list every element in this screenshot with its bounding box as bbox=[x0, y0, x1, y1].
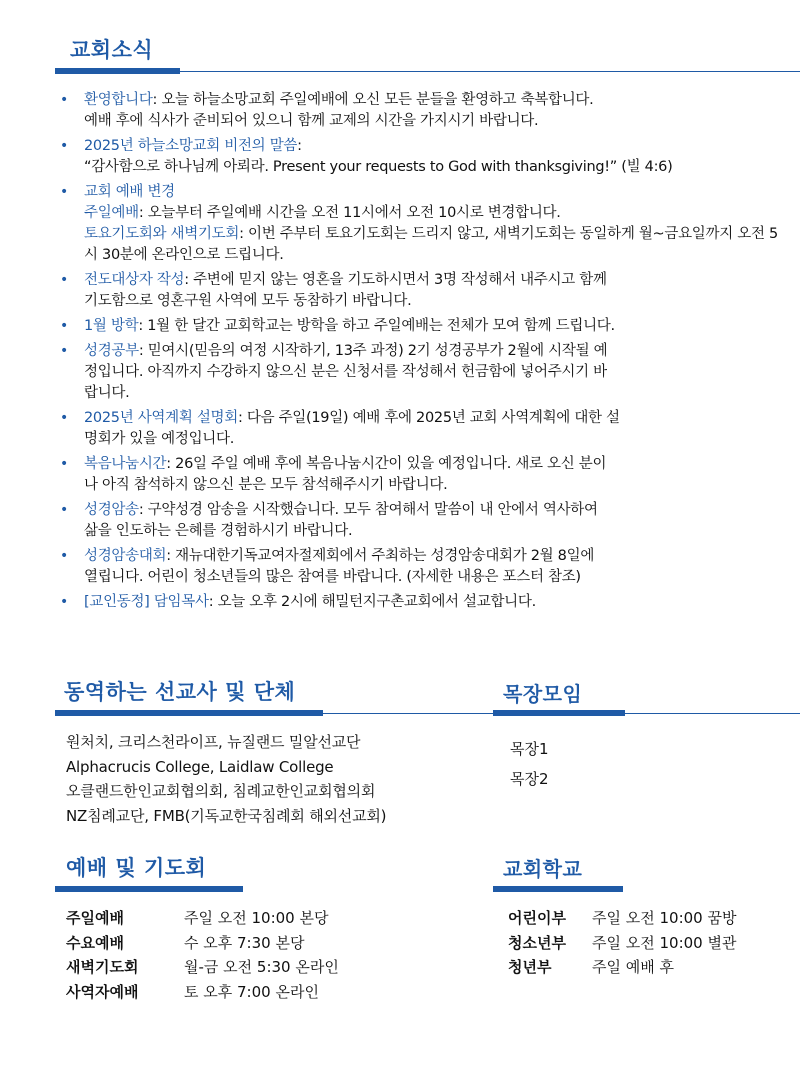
worship-time: 토 오후 7:00 온라인 bbox=[184, 982, 319, 1001]
missions-line: 원처치, 크리스천라이프, 뉴질랜드 밀알선교단 bbox=[66, 733, 361, 751]
news-item bbox=[60, 500, 778, 542]
cell-item: 목장2 bbox=[510, 770, 549, 788]
missions-divider-accent bbox=[55, 710, 323, 716]
worship-name: 사역자예배 bbox=[66, 982, 139, 1001]
news-item-label: 성경암송대회 bbox=[84, 548, 167, 564]
news-subitem-text: : 오늘부터 주일예배 시간을 오전 11시에서 오전 10시로 변경합니다. bbox=[138, 205, 561, 221]
worship-name: 새벽기도회 bbox=[66, 958, 139, 976]
news-item-text: : 다음 주일(19일) 예배 후에 2025년 교회 사역계획에 대한 설 bbox=[237, 410, 620, 426]
bullet-icon: • bbox=[60, 318, 68, 334]
bullet-icon: • bbox=[60, 92, 68, 108]
news-item-text: : 주변에 믿지 않는 영혼을 기도하시면서 3명 작성해서 내주시고 함께 bbox=[184, 272, 607, 288]
news-item bbox=[60, 408, 778, 450]
news-item-text: 명회가 있을 예정입니다. bbox=[84, 431, 234, 447]
news-subitem-label: 주일예배 bbox=[84, 205, 139, 221]
news-item-text: : 구약성경 암송을 시작했습니다. 모두 참여해서 말씀이 내 안에서 역사하여 bbox=[138, 502, 598, 518]
cell-item: 목장1 bbox=[510, 740, 549, 758]
news-item bbox=[60, 546, 778, 588]
worship-section-title: 예배 및 기도회 bbox=[66, 856, 207, 880]
news-item-text: 나 아직 참석하지 않으신 분은 모두 참석해주시기 바랍니다. bbox=[84, 477, 448, 493]
missions-line: 오클랜드한인교회협의회, 침례교한인교회협의회 bbox=[66, 782, 376, 800]
news-item bbox=[60, 592, 778, 613]
news-item bbox=[60, 90, 778, 132]
news-section-title: 교회소식 bbox=[70, 38, 154, 62]
news-item bbox=[60, 341, 778, 404]
worship-row bbox=[66, 980, 339, 1005]
bullet-icon: • bbox=[60, 410, 68, 426]
worship-name: 수요예배 bbox=[66, 933, 124, 952]
worship-time: 주일 오전 10:00 본당 bbox=[184, 909, 329, 927]
missions-list bbox=[66, 730, 386, 828]
worship-name: 주일예배 bbox=[66, 909, 124, 927]
news-divider-accent bbox=[55, 68, 180, 74]
school-name: 청소년부 bbox=[508, 933, 566, 952]
news-item-text: 예배 후에 식사가 준비되어 있으니 함께 교제의 시간을 가지시기 바랍니다. bbox=[84, 113, 539, 129]
news-item bbox=[60, 316, 778, 337]
news-item-label: 교회 예배 변경 bbox=[84, 184, 175, 200]
bullet-icon: • bbox=[60, 343, 68, 359]
news-item-text: : 1월 한 달간 교회학교는 방학을 하고 주일예배는 전체가 모여 함께 드립니다. bbox=[138, 318, 615, 334]
missions-section-title: 동역하는 선교사 및 단체 bbox=[64, 680, 296, 704]
school-name: 어린이부 bbox=[508, 909, 566, 927]
news-list bbox=[60, 90, 778, 617]
news-item-text: : 오늘 오후 2시에 해밀턴지구촌교회에서 설교합니다. bbox=[208, 594, 536, 610]
worship-row bbox=[66, 906, 339, 931]
news-item-label: 성경암송 bbox=[84, 502, 139, 518]
school-schedule bbox=[508, 906, 736, 980]
worship-time: 월-금 오전 5:30 온라인 bbox=[184, 958, 339, 976]
school-row bbox=[508, 955, 736, 980]
news-item-label: 성경공부 bbox=[84, 343, 139, 359]
missions-line: Alphacrucis College, Laidlaw College bbox=[66, 757, 334, 776]
bullet-icon: • bbox=[60, 184, 68, 200]
news-item bbox=[60, 270, 778, 312]
cells-list bbox=[510, 734, 549, 794]
cells-section-title: 목장모임 bbox=[503, 682, 583, 706]
missions-line: NZ침례교단, FMB(기독교한국침례회 해외선교회) bbox=[66, 806, 387, 825]
news-item bbox=[60, 182, 778, 266]
news-item-text: 삶을 인도하는 은혜를 경험하시기 바랍니다. bbox=[84, 523, 353, 539]
news-item-label: [교인동정] 담임목사 bbox=[84, 594, 209, 610]
worship-time: 수 오후 7:30 본당 bbox=[184, 933, 305, 952]
news-item-text: 정입니다. 아직까지 수강하지 않으신 분은 신청서를 작성해서 헌금함에 넣어주시기 바 bbox=[84, 364, 607, 380]
bullet-icon: • bbox=[60, 548, 68, 564]
news-item-text: : 오늘 하늘소망교회 주일예배에 오신 모든 분들을 환영하고 축복합니다. bbox=[152, 92, 594, 108]
worship-schedule bbox=[66, 906, 339, 1004]
school-divider-accent bbox=[493, 886, 623, 892]
news-item-label: 복음나눔시간 bbox=[84, 456, 167, 472]
news-item-text: 기도함으로 영혼구원 사역에 모두 동참하기 바랍니다. bbox=[84, 293, 412, 309]
news-item-label: 전도대상자 작성 bbox=[84, 272, 185, 288]
worship-divider-accent bbox=[55, 886, 243, 892]
worship-row bbox=[66, 955, 339, 980]
bullet-icon: • bbox=[60, 456, 68, 472]
bullet-icon: • bbox=[60, 272, 68, 288]
bullet-icon: • bbox=[60, 502, 68, 518]
news-item-text: : bbox=[297, 138, 302, 154]
news-item bbox=[60, 136, 778, 178]
news-item-label: 2025년 사역계획 설명회 bbox=[84, 410, 238, 426]
news-item-text: 랍니다. bbox=[84, 385, 130, 401]
news-item-text: 열립니다. 어린이 청소년들의 많은 참여를 바랍니다. (자세한 내용은 포스터 참조) bbox=[84, 569, 581, 585]
news-item-label: 2025년 하늘소망교회 비전의 말씀 bbox=[84, 138, 298, 154]
news-item bbox=[60, 454, 778, 496]
news-item-label: 1월 방학 bbox=[84, 318, 139, 334]
news-item-label: 환영합니다 bbox=[84, 92, 153, 108]
school-section-title: 교회학교 bbox=[503, 857, 583, 881]
school-time: 주일 오전 10:00 별관 bbox=[592, 933, 737, 952]
news-subitem-text: : 이번 주부터 토요기도회는 드리지 않고, 새벽기도회는 동일하게 월~금요일까지 오전 5시 30분에 온라인으로 드립니다. bbox=[84, 226, 778, 263]
school-name: 청년부 bbox=[508, 958, 552, 976]
school-row bbox=[508, 931, 736, 956]
news-item-text: “감사함으로 하나님께 아뢰라. Present your requests to God with thanksgiving!” (빌 4:6) bbox=[84, 159, 673, 175]
school-time: 주일 예배 후 bbox=[592, 958, 674, 976]
news-item-text: : 재뉴대한기독교여자절제회에서 주최하는 성경암송대회가 2월 8일에 bbox=[166, 548, 595, 564]
bullet-icon: • bbox=[60, 138, 68, 154]
school-row bbox=[508, 906, 736, 931]
news-subitem-label: 토요기도회와 새벽기도회 bbox=[84, 226, 240, 242]
cells-divider-accent bbox=[493, 710, 625, 716]
news-item-text: : 믿여시(믿음의 여정 시작하기, 13주 과정) 2기 성경공부가 2월에 시작될 예 bbox=[138, 343, 608, 359]
worship-row bbox=[66, 931, 339, 956]
news-item-text: : 26일 주일 예배 후에 복음나눔시간이 있을 예정입니다. 새로 오신 분이 bbox=[166, 456, 607, 472]
bullet-icon: • bbox=[60, 594, 68, 610]
school-time: 주일 오전 10:00 꿈방 bbox=[592, 909, 737, 927]
